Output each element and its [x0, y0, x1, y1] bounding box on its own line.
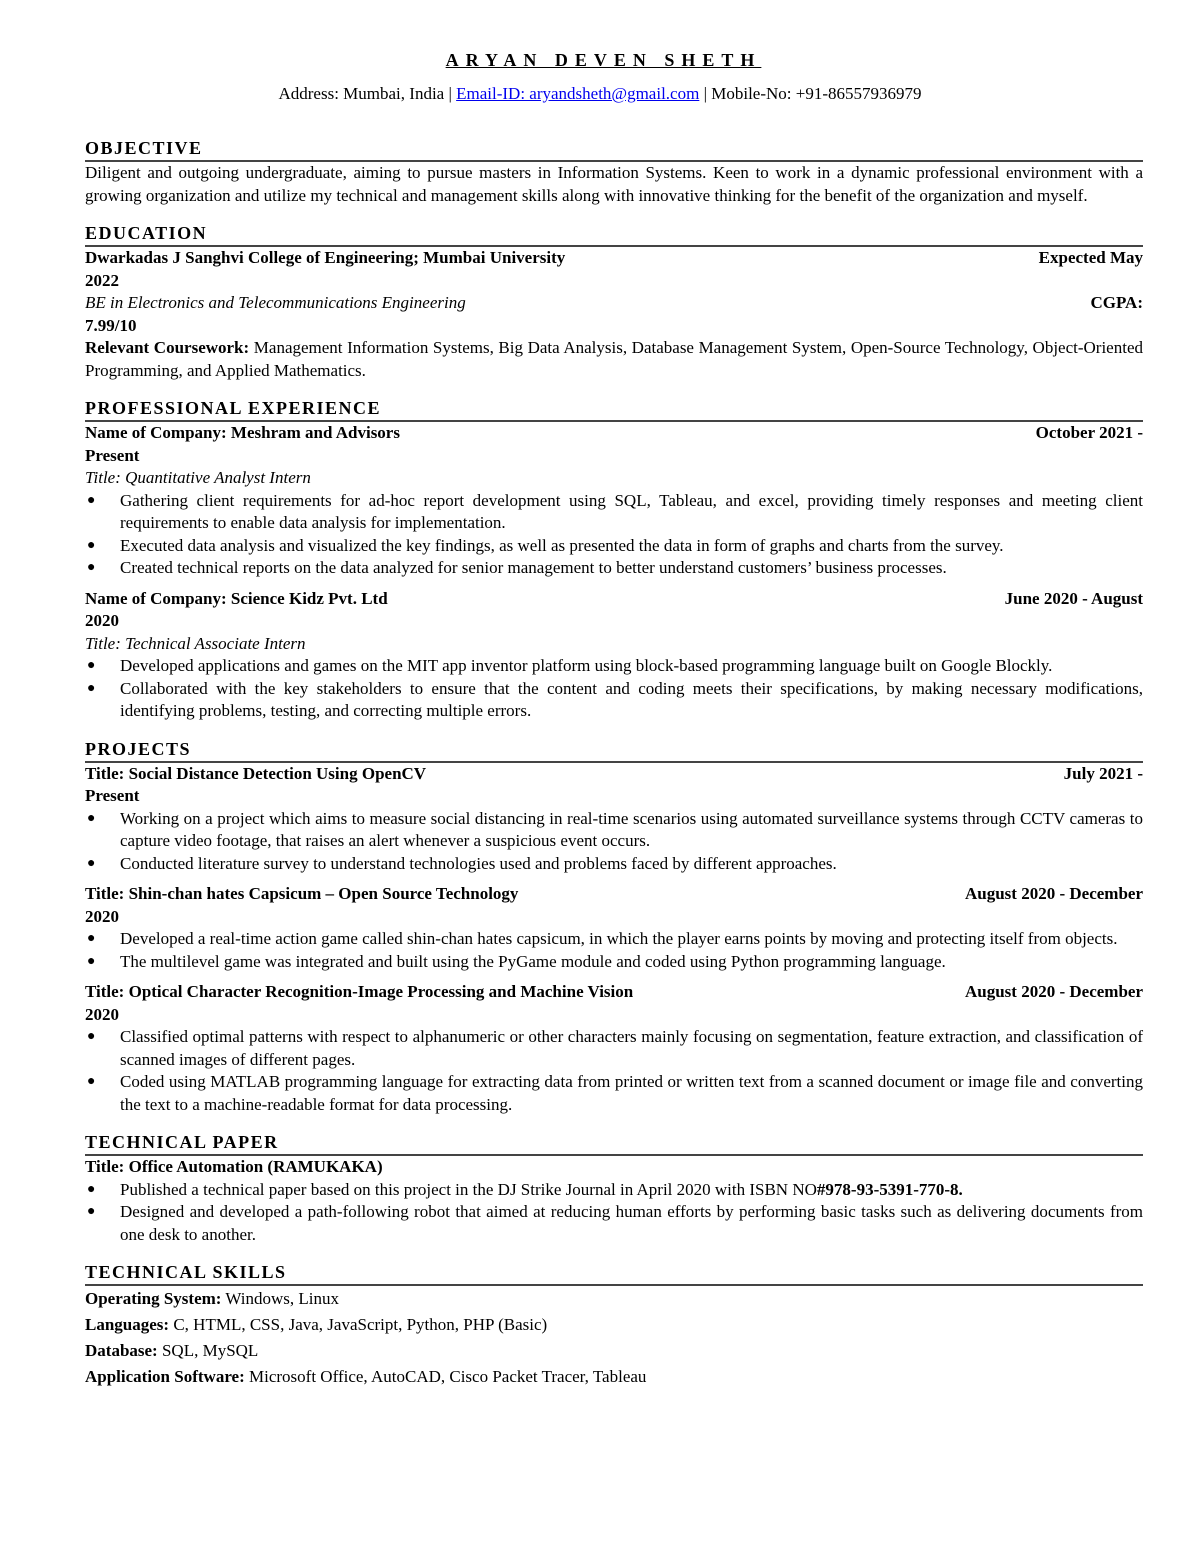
- list-item: ● Executed data analysis and visualized the key findings, as well as presented the data in form of graphs and charts from the survey.: [85, 535, 1143, 558]
- date-cont: 2022: [85, 270, 119, 290]
- job-entry: [85, 422, 1143, 580]
- education-section: [85, 221, 1143, 382]
- job-entry: [85, 588, 1143, 723]
- date-cont: 2020: [85, 906, 119, 926]
- bullet-list: [85, 1026, 1143, 1116]
- skill-value: Windows, Linux: [221, 1289, 339, 1308]
- job-title: Title: Quantitative Analyst Intern: [85, 468, 311, 487]
- section-title: TECHNICAL SKILLS: [85, 1260, 1143, 1286]
- bullet-icon: ●: [87, 953, 96, 969]
- skills-section: [85, 1260, 1143, 1390]
- date-start: June 2020 - August: [1004, 588, 1143, 608]
- date-start: October 2021 -: [1035, 423, 1143, 442]
- list-item: ● Coded using MATLAB programming language for extracting data from printed or written text from a scanned document or image file and converting the text to a machine-readable format for data processing.: [87, 1072, 1143, 1114]
- email-link[interactable]: Email-ID: aryandsheth@gmail.com: [456, 84, 700, 103]
- skill-value: Microsoft Office, AutoCAD, Cisco Packet Tracer, Tableau: [244, 1367, 647, 1386]
- job-header: [85, 422, 1143, 445]
- company-name: Name of Company: Meshram and Advisors: [85, 423, 400, 442]
- list-item: ● Developed a real-time action game called shin-chan hates capsicum, in which the player earns points by moving and protecting itself from objects.: [85, 928, 1143, 951]
- section-title: PROFESSIONAL EXPERIENCE: [85, 396, 1143, 422]
- project-name: Title: Shin-chan hates Capsicum – Open Source Technology: [85, 884, 519, 903]
- list-item: ● Working on a project which aims to measure social distancing in real-time scenarios using automated surveillance systems through CCTV cameras to capture video footage, that raises an alert whenever a suspicious event occurs.: [87, 808, 1143, 850]
- bullet-icon: ●: [87, 855, 96, 871]
- skill-row: [85, 1286, 1143, 1312]
- list-item: ● Gathering client requirements for ad-hoc report development using SQL, Tableau, and excel, providing timely responses and meeting client requirements to enable data analysis for implementation.: [87, 490, 1143, 532]
- bullet-icon: ●: [87, 560, 96, 575]
- date-cont: Present: [85, 445, 140, 465]
- list-item: ● Classified optimal patterns with respect to alphanumeric or other characters mainly focusing on segmentation, feature extraction, and classification of scanned images of different pages.: [87, 1027, 1143, 1069]
- date-start: August 2020 - December: [965, 982, 1143, 1001]
- skill-label: Database:: [85, 1341, 158, 1360]
- degree-name: BE in Electronics and Telecommunications Engineering: [85, 293, 466, 312]
- section-title: OBJECTIVE: [85, 136, 1143, 162]
- bullet-icon: ●: [87, 810, 96, 826]
- objective-text: Diligent and outgoing undergraduate, aiming to pursue masters in Information Systems. Keen to work in a dynamic professional environment with a growing organization and utilize my technical and management skills along with innovative thinking for the benefit of the organization and myself.: [85, 163, 1143, 205]
- skill-label: Application Software:: [85, 1367, 245, 1386]
- date-cont: 2020: [85, 611, 119, 630]
- college-name: Dwarkadas J Sanghvi College of Engineering; Mumbai University: [85, 248, 566, 267]
- cgpa-value: 7.99/10: [85, 315, 137, 335]
- coursework: [85, 337, 1143, 382]
- company-name: Name of Company: Science Kidz Pvt. Ltd: [85, 588, 388, 608]
- date-start: July 2021 -: [1063, 763, 1143, 783]
- section-title: EDUCATION: [85, 221, 1143, 247]
- bullet-list: [85, 490, 1143, 580]
- bullet-icon: ●: [87, 680, 96, 696]
- projects-section: [85, 737, 1143, 1117]
- list-item: ● The multilevel game was integrated and built using the PyGame module and coded using Python programming language.: [85, 951, 1143, 974]
- project-entry: [85, 883, 1143, 973]
- bullet-list: [85, 655, 1143, 723]
- degree-row: [85, 292, 1143, 315]
- project-header: [85, 981, 1143, 1004]
- date-cont: Present: [85, 786, 140, 805]
- list-item: ● Published a technical paper based on this project in the DJ Strike Journal in April 2020 with ISBN NO#978-93-5391-770-8.: [85, 1179, 1143, 1202]
- list-item: ● Developed applications and games on the MIT app inventor platform using block-based programming language built on Google Blockly.: [85, 655, 1143, 678]
- list-item: ● Collaborated with the key stakeholders to ensure that the content and coding meets their specifications, by making necessary modifications, identifying problems, testing, and correcting multiple errors.: [87, 678, 1143, 720]
- bullet-icon: ●: [87, 492, 96, 508]
- bullet-icon: ●: [87, 1204, 96, 1219]
- skill-value: SQL, MySQL: [157, 1341, 259, 1360]
- candidate-name: ARYAN DEVEN SHETH: [445, 50, 762, 70]
- paper-section: [85, 1130, 1143, 1246]
- date-start: Expected May: [1038, 248, 1143, 267]
- coursework-label: Relevant Coursework:: [85, 338, 250, 357]
- section-title: PROJECTS: [85, 737, 1143, 763]
- bullet-icon: ●: [87, 1074, 96, 1089]
- project-entry: [85, 763, 1143, 876]
- project-name: Title: Social Distance Detection Using OpenCV: [85, 763, 427, 783]
- college-row: [85, 247, 1143, 270]
- experience-section: [85, 396, 1143, 723]
- bullet-icon: ●: [87, 1029, 96, 1044]
- project-entry: [85, 981, 1143, 1116]
- resume-content: [85, 136, 1143, 1404]
- skill-value: C, HTML, CSS, Java, JavaScript, Python, PHP (Basic): [169, 1315, 548, 1334]
- skill-row: [85, 1364, 1143, 1390]
- bullet-icon: ●: [87, 931, 96, 946]
- coursework-text: Management Information Systems, Big Data Analysis, Database Management System, Open-Source Technology, Object-Oriented Programming, and Applied Mathematics.: [85, 338, 1143, 380]
- objective-section: [85, 136, 1143, 207]
- project-header: [85, 763, 1143, 786]
- job-title: Title: Technical Associate Intern: [85, 633, 306, 653]
- section-title: TECHNICAL PAPER: [85, 1130, 1143, 1156]
- paper-name: Title: Office Automation (RAMUKAKA): [85, 1157, 383, 1176]
- skill-label: Languages:: [85, 1315, 170, 1334]
- bullet-list: [85, 808, 1143, 876]
- list-item: ● Conducted literature survey to understand technologies used and problems faced by different approaches.: [85, 853, 1143, 876]
- cgpa-label: CGPA:: [1090, 293, 1143, 312]
- address-text: Address: Mumbai, India |: [278, 84, 452, 103]
- skill-row: [85, 1312, 1143, 1338]
- project-header: [85, 883, 1143, 906]
- list-item: ● Created technical reports on the data analyzed for senior management to better understand customers’ business processes.: [85, 557, 1143, 580]
- date-start: August 2020 - December: [965, 884, 1143, 903]
- bullet-icon: ●: [87, 1181, 96, 1197]
- bullet-icon: ●: [87, 537, 96, 553]
- job-header: [85, 588, 1143, 611]
- skill-row: [85, 1338, 1143, 1364]
- bullet-list: [85, 1179, 1143, 1247]
- bullet-list: [85, 928, 1143, 973]
- isbn-number: #978-93-5391-770-8.: [816, 1179, 963, 1199]
- list-item: ● Designed and developed a path-following robot that aimed at reducing human efforts by performing basic tasks such as delivering documents from one desk to another.: [87, 1202, 1143, 1244]
- mobile-text: | Mobile-No: +91-86557936979: [703, 84, 922, 103]
- project-name: Title: Optical Character Recognition-Image Processing and Machine Vision: [85, 982, 634, 1001]
- skill-label: Operating System:: [85, 1289, 222, 1308]
- bullet-icon: ●: [87, 658, 96, 673]
- date-cont: 2020: [85, 1004, 119, 1024]
- contact-line: [0, 84, 1200, 104]
